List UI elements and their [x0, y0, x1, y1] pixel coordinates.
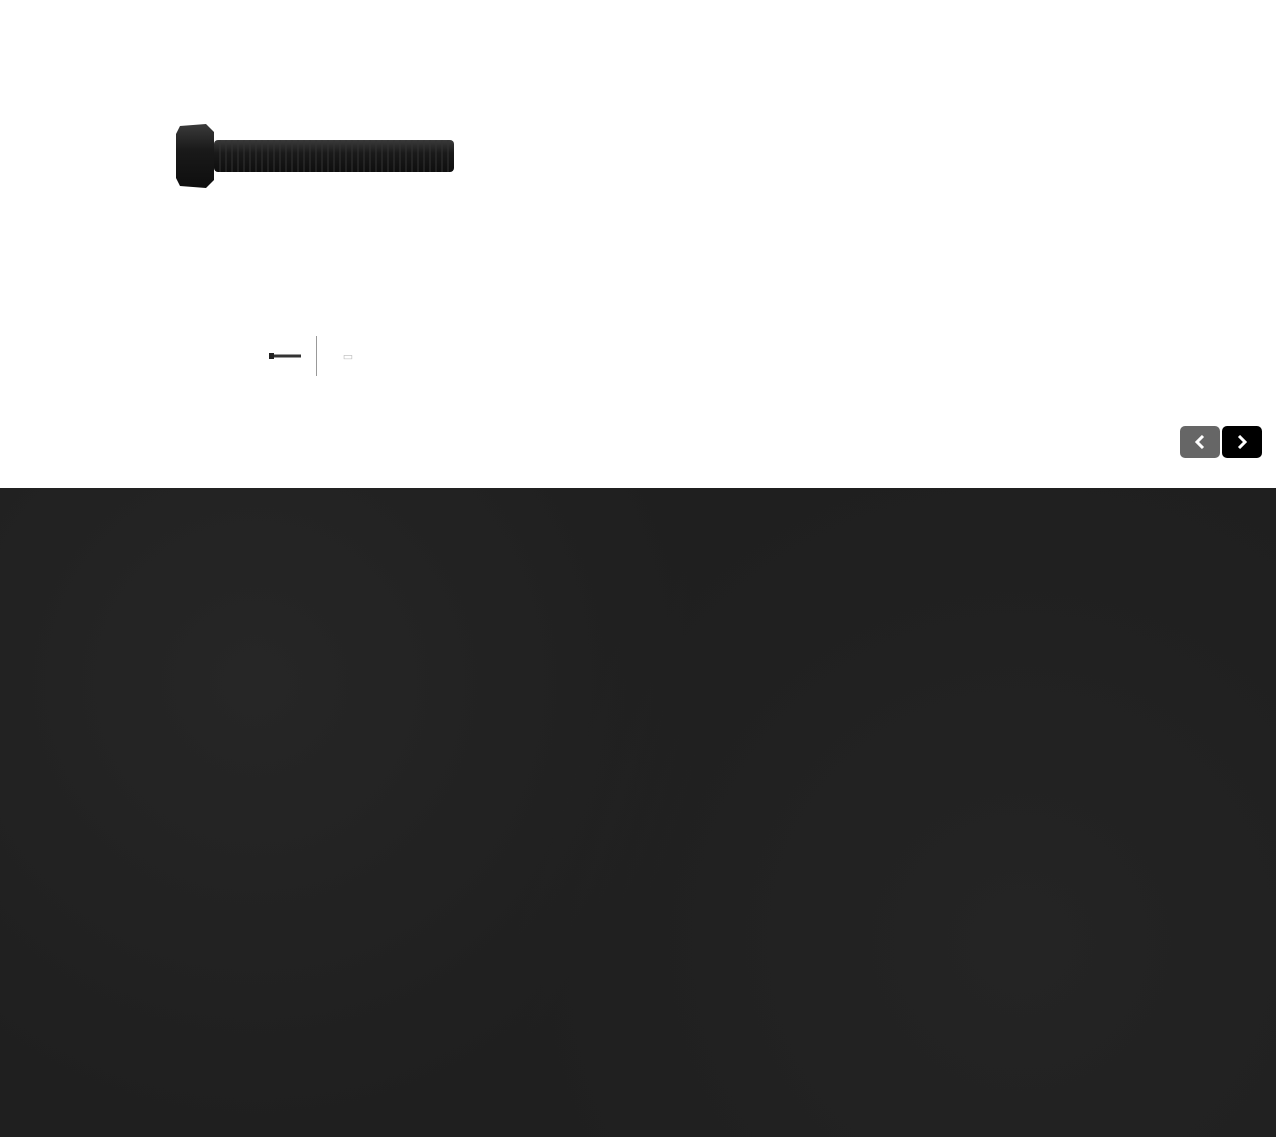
variants-panel	[0, 488, 1276, 1137]
thumbnail-strip	[260, 336, 373, 376]
thumbnail-divider	[316, 336, 317, 376]
broken-image-icon: ▭	[342, 350, 354, 363]
prev-button[interactable]	[1180, 426, 1220, 458]
product-image	[170, 118, 470, 198]
chevron-left-icon	[1195, 435, 1205, 449]
chevron-right-icon	[1237, 435, 1247, 449]
next-button[interactable]	[1222, 426, 1262, 458]
thumbnail-1[interactable]	[260, 336, 310, 376]
thumbnail-2[interactable]	[323, 336, 373, 376]
